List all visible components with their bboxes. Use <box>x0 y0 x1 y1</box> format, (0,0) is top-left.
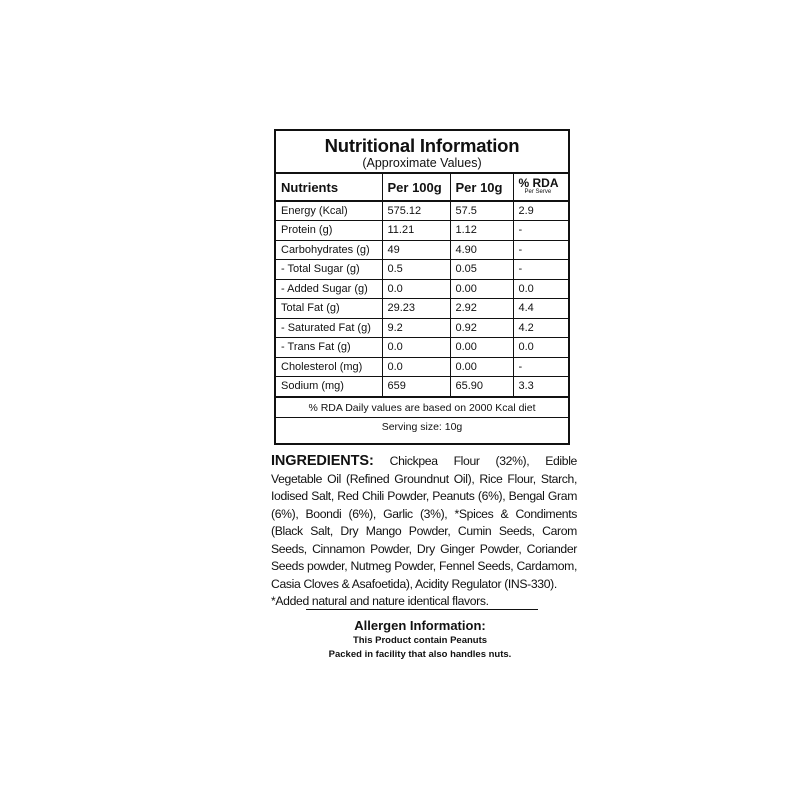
value-rda: - <box>513 221 568 241</box>
nutrient-name: Cholesterol (mg) <box>276 357 382 377</box>
nutrition-title-block <box>276 131 568 174</box>
nutrient-name: Energy (Kcal) <box>276 201 382 221</box>
nutrition-title: Nutritional Information <box>324 135 520 156</box>
value-per-100g: 0.0 <box>382 338 450 358</box>
value-per-100g: 0.0 <box>382 279 450 299</box>
value-per-100g: 0.0 <box>382 357 450 377</box>
ingredients-heading: INGREDIENTS: <box>271 453 374 469</box>
value-rda: - <box>513 240 568 260</box>
value-per-100g: 29.23 <box>382 299 450 319</box>
allergen-title: Allergen Information: <box>354 618 486 633</box>
value-per-10g: 2.92 <box>450 299 513 319</box>
value-rda: 4.4 <box>513 299 568 319</box>
nutrition-row <box>276 338 568 358</box>
nutrition-header-row <box>276 174 568 201</box>
header-per-10g: Per 10g <box>450 174 513 201</box>
value-rda: - <box>513 357 568 377</box>
value-per-10g: 57.5 <box>450 201 513 221</box>
value-per-10g: 1.12 <box>450 221 513 241</box>
header-nutrients: Nutrients <box>276 174 382 201</box>
nutrient-name: - Saturated Fat (g) <box>276 318 382 338</box>
header-rda-sublabel: Per Serve <box>524 189 552 195</box>
nutrition-row <box>276 299 568 319</box>
value-per-10g: 0.92 <box>450 318 513 338</box>
nutrition-row <box>276 221 568 241</box>
value-per-100g: 659 <box>382 377 450 397</box>
value-per-100g: 0.5 <box>382 260 450 280</box>
serving-size: Serving size: 10g <box>381 420 463 433</box>
nutrient-name: Sodium (mg) <box>276 377 382 397</box>
nutrition-body <box>276 201 568 396</box>
nutrient-name: - Added Sugar (g) <box>276 279 382 299</box>
ingredients-footnote: *Added natural and nature identical flavors. <box>271 594 489 608</box>
ingredients-text: Chickpea Flour (32%), Edible Vegetable Oil (Refined Groundnut Oil), Rice Flour, Starch, Iodised Salt, Red Chili Powder, Peanuts (6%), Bengal Gram (6%), Boondi (6%), Garlic (3%), *Spices & Condiments (Black Salt, Dry Mango Powder, Cumin Seeds, Carom Seeds, Cinnamon Powder, Dry Ginger Powder, Coriander Seeds powder, Nutmeg Powder, Fennel Seeds, Cardamom, Casia Cloves & Asafoetida), Acidity Regulator (INS-330). <box>271 454 577 591</box>
value-per-10g: 0.05 <box>450 260 513 280</box>
value-rda: 4.2 <box>513 318 568 338</box>
nutrition-row <box>276 279 568 299</box>
header-per-100g: Per 100g <box>382 174 450 201</box>
allergen-line-1: This Product contain Peanuts <box>352 635 488 646</box>
nutrient-name: - Total Sugar (g) <box>276 260 382 280</box>
header-rda <box>513 174 568 201</box>
allergen-line-2: Packed in facility that also handles nuts. <box>328 649 512 660</box>
nutrition-subtitle: (Approximate Values) <box>362 156 482 170</box>
value-per-100g: 575.12 <box>382 201 450 221</box>
value-per-10g: 0.00 <box>450 279 513 299</box>
value-per-100g: 11.21 <box>382 221 450 241</box>
section-divider <box>306 609 538 610</box>
allergen-block <box>290 617 550 662</box>
nutrition-row <box>276 357 568 377</box>
nutrition-row <box>276 377 568 397</box>
value-rda: - <box>513 260 568 280</box>
nutrition-row <box>276 201 568 221</box>
value-per-10g: 4.90 <box>450 240 513 260</box>
value-per-10g: 0.00 <box>450 357 513 377</box>
nutrient-name: - Trans Fat (g) <box>276 338 382 358</box>
header-rda-label: % RDA <box>518 176 559 190</box>
value-per-100g: 49 <box>382 240 450 260</box>
nutrition-row <box>276 240 568 260</box>
value-rda: 0.0 <box>513 338 568 358</box>
nutrition-panel <box>274 129 570 445</box>
value-per-100g: 9.2 <box>382 318 450 338</box>
value-per-10g: 0.00 <box>450 338 513 358</box>
value-rda: 0.0 <box>513 279 568 299</box>
value-per-10g: 65.90 <box>450 377 513 397</box>
nutrition-row <box>276 318 568 338</box>
ingredients-block <box>271 453 577 611</box>
nutrient-name: Protein (g) <box>276 221 382 241</box>
rda-note: % RDA Daily values are based on 2000 Kcal diet <box>276 397 568 418</box>
nutrition-table <box>276 174 568 397</box>
nutrient-name: Carbohydrates (g) <box>276 240 382 260</box>
value-rda: 3.3 <box>513 377 568 397</box>
value-rda: 2.9 <box>513 201 568 221</box>
nutrient-name: Total Fat (g) <box>276 299 382 319</box>
nutrition-row <box>276 260 568 280</box>
